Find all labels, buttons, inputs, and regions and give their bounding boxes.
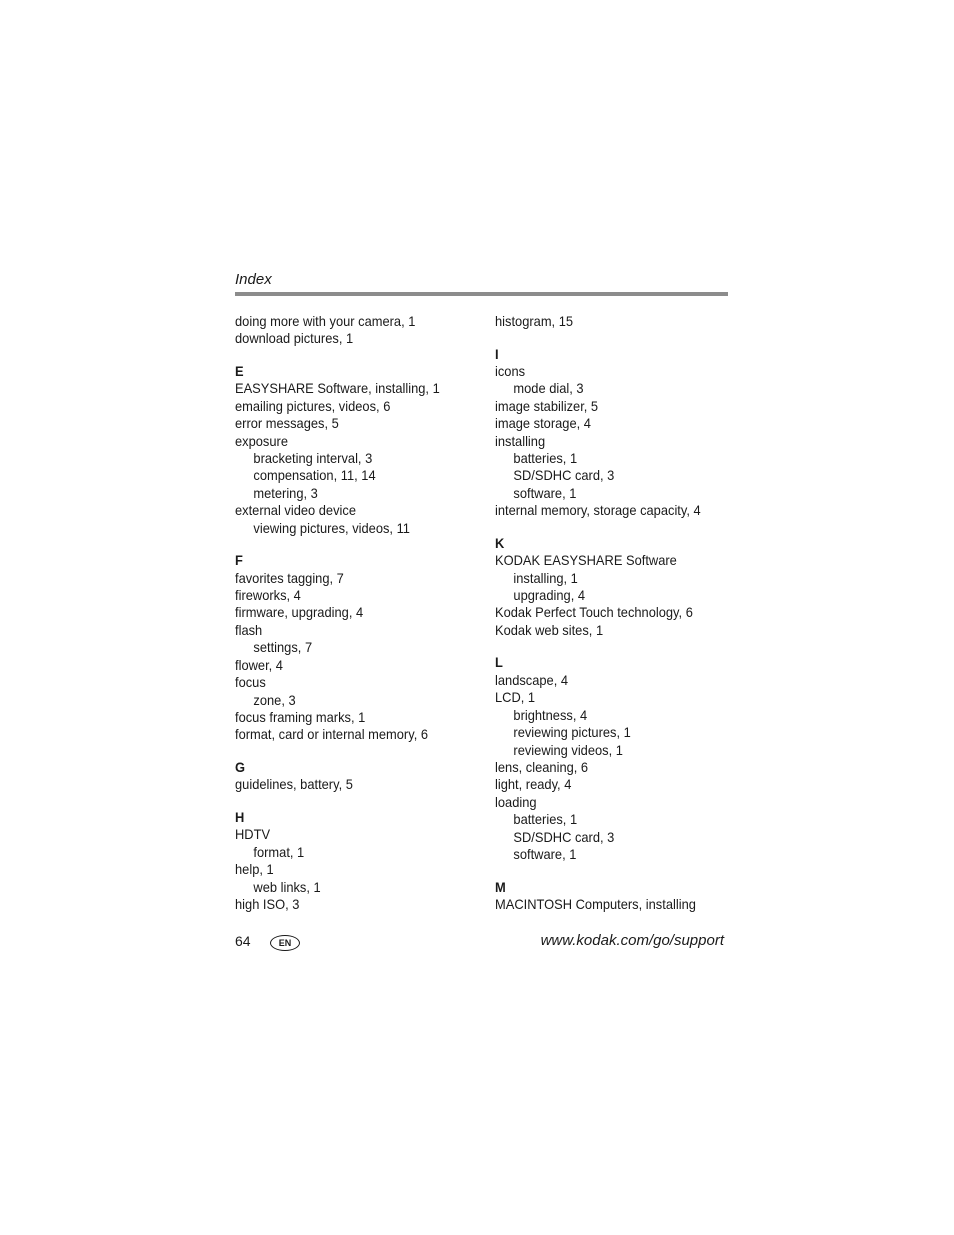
index-subentry: SD/SDHC card, 3 <box>513 828 615 845</box>
index-entry: EASYSHARE Software, installing, 1 <box>235 380 440 397</box>
page-header-title: Index <box>235 271 272 288</box>
index-entry: exposure <box>235 432 288 449</box>
index-entry: flash <box>235 621 263 638</box>
index-column-left <box>235 313 465 913</box>
index-section-letter: F <box>235 552 243 569</box>
index-entry: histogram, 15 <box>495 313 574 329</box>
section-gap <box>495 863 725 878</box>
section-gap <box>495 330 725 345</box>
index-entry: download pictures, 1 <box>235 330 354 347</box>
section-gap <box>235 537 465 552</box>
index-subentry: brightness, 4 <box>513 706 588 723</box>
support-url: www.kodak.com/go/support <box>540 932 724 949</box>
index-subentry: metering, 3 <box>253 484 318 501</box>
index-subentry: bracketing interval, 3 <box>253 450 373 467</box>
index-section-letter: E <box>235 363 244 379</box>
index-entry: high ISO, 3 <box>235 895 300 912</box>
index-subentry: upgrading, 4 <box>513 587 586 604</box>
index-subentry: mode dial, 3 <box>513 380 584 397</box>
index-subentry: SD/SDHC card, 3 <box>513 467 615 484</box>
index-subentry: batteries, 1 <box>513 811 578 828</box>
index-entry: KODAK EASYSHARE Software <box>495 552 677 569</box>
index-entry: LCD, 1 <box>495 689 536 706</box>
index-entry: firmware, upgrading, 4 <box>235 604 364 621</box>
index-subentry: batteries, 1 <box>513 450 578 467</box>
section-gap <box>235 794 465 809</box>
index-subentry: software, 1 <box>513 484 577 501</box>
index-entry: format, card or internal memory, 6 <box>235 726 429 743</box>
index-subentry: settings, 7 <box>253 639 313 656</box>
index-subentry: zone, 3 <box>253 691 296 708</box>
language-badge: EN <box>270 935 300 951</box>
index-subentry: software, 1 <box>513 845 577 862</box>
index-section-letter: L <box>495 654 503 671</box>
index-entry: lens, cleaning, 6 <box>495 758 589 775</box>
index-entry: help, 1 <box>235 861 274 878</box>
index-entry: guidelines, battery, 5 <box>235 776 353 793</box>
section-gap <box>495 639 725 654</box>
index-entry: internal memory, storage capacity, 4 <box>495 502 701 519</box>
index-entry: loading <box>495 793 537 810</box>
index-entry: icons <box>495 363 526 379</box>
index-subentry: viewing pictures, videos, 11 <box>253 519 410 536</box>
index-entry: image storage, 4 <box>495 415 591 432</box>
section-gap <box>235 348 465 363</box>
section-gap <box>235 744 465 759</box>
index-subentry: installing, 1 <box>513 569 578 586</box>
index-section-letter: K <box>495 534 505 551</box>
index-section-letter: M <box>495 878 506 895</box>
index-entry: installing <box>495 432 546 449</box>
index-entry: Kodak web sites, 1 <box>495 621 604 638</box>
index-subentry: compensation, 11, 14 <box>253 467 376 484</box>
index-entry: landscape, 4 <box>495 671 569 688</box>
index-entry: Kodak Perfect Touch technology, 6 <box>495 604 693 621</box>
index-subentry: format, 1 <box>253 843 305 860</box>
index-entry: fireworks, 4 <box>235 587 301 604</box>
index-column-right <box>495 313 725 913</box>
index-entry: HDTV <box>235 826 271 843</box>
index-entry: light, ready, 4 <box>495 776 572 793</box>
index-entry: flower, 4 <box>235 656 283 673</box>
index-section-letter: I <box>495 345 499 362</box>
index-entry: image stabilizer, 5 <box>495 397 599 414</box>
index-entry: MACINTOSH Computers, installing <box>495 895 696 912</box>
index-subentry: reviewing pictures, 1 <box>513 724 631 741</box>
index-entry: error messages, 5 <box>235 415 339 432</box>
index-entry: emailing pictures, videos, 6 <box>235 397 391 414</box>
index-section-letter: G <box>235 758 246 775</box>
page-number: 64 <box>235 933 251 949</box>
index-section-letter: H <box>235 808 245 825</box>
index-subentry: reviewing videos, 1 <box>513 741 623 758</box>
index-entry: focus framing marks, 1 <box>235 708 366 725</box>
section-gap <box>495 520 725 535</box>
header-rule <box>235 292 728 296</box>
index-entry: favorites tagging, 7 <box>235 569 344 586</box>
index-entry: focus <box>235 674 266 691</box>
index-subentry: web links, 1 <box>253 878 321 895</box>
index-entry: doing more with your camera, 1 <box>235 313 416 329</box>
index-entry: external video device <box>235 502 357 519</box>
